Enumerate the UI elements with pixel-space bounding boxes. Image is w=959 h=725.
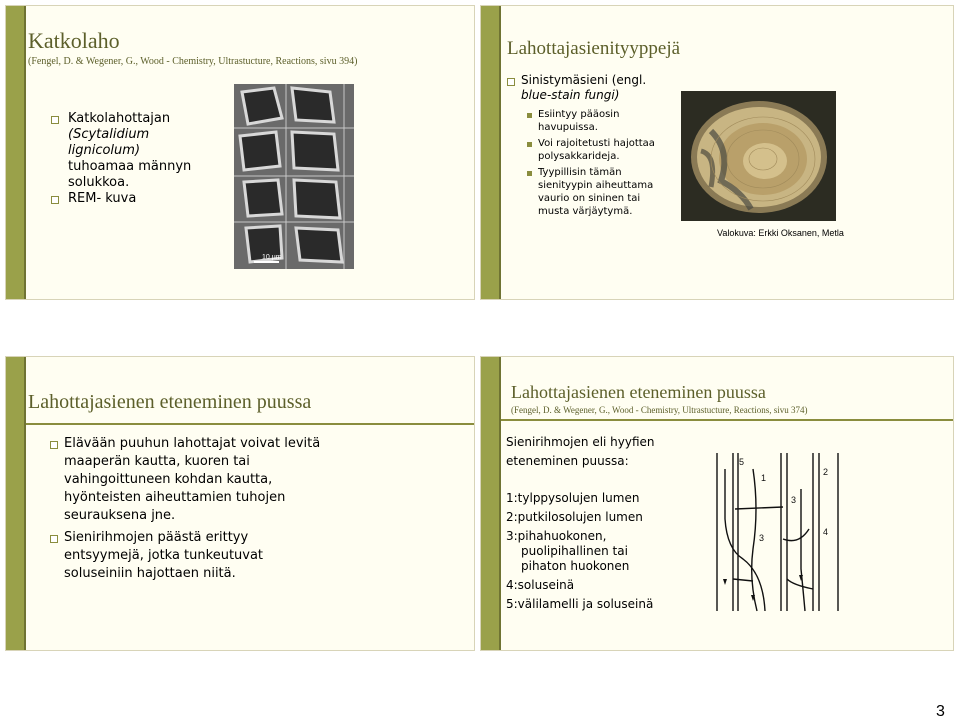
paragraph-line: Sienirihmojen päästä erittyy: [64, 530, 249, 545]
legend-item: pihaton huokonen: [521, 559, 630, 573]
slide-accent-bar: [6, 357, 26, 650]
diagram-label: 4: [823, 527, 829, 537]
legend-item: 3:pihahuokonen,: [506, 529, 607, 543]
bullet-text-line: lignicolum): [68, 143, 141, 158]
sem-micrograph-image: [234, 84, 354, 269]
bullet-icon: [50, 441, 58, 449]
paragraph-line: vahingoittuneen kohdan kautta,: [64, 472, 273, 487]
diagram-label: 1: [761, 473, 767, 483]
legend-item: 4:soluseinä: [506, 578, 575, 592]
title-divider: [501, 419, 953, 421]
slide-eteneminen-2: [480, 356, 954, 651]
intro-line: eteneminen puussa:: [506, 454, 629, 468]
diagram-label: 2: [823, 467, 829, 477]
slide-subtitle: (Fengel, D. & Wegener, G., Wood - Chemistry, Ultrastucture, Reactions, sivu 394): [28, 56, 358, 67]
slide-subtitle: (Fengel, D. & Wegener, G., Wood - Chemistry, Ultrastucture, Reactions, sivu 374): [511, 405, 808, 415]
bullet-text-line: solukkoa.: [68, 175, 130, 190]
slide-title: Lahottajasienen eteneminen puussa: [28, 391, 312, 413]
sub-bullet-icon: [527, 142, 532, 147]
bullet-text-line: REM- kuva: [68, 191, 137, 206]
bullet-icon: [50, 535, 58, 543]
sub-bullet-text: Esiintyy pääosin: [538, 109, 620, 120]
page-number: 3: [936, 703, 945, 720]
paragraph-line: seurauksena jne.: [64, 508, 176, 523]
bullet-text-line: (Scytalidium: [68, 127, 150, 142]
legend-item: 5:välilamelli ja soluseinä: [506, 597, 654, 611]
bullet-text-line: Sinistymäsieni (engl.: [521, 73, 647, 87]
legend-item: 2:putkilosolujen lumen: [506, 510, 643, 524]
hyphae-diagram: [713, 449, 843, 614]
slide-eteneminen-1: [5, 356, 475, 651]
slide-title: Katkolaho: [28, 28, 120, 53]
paragraph-line: soluseiniin hajottaen niitä.: [64, 566, 236, 581]
bullet-icon: [51, 196, 59, 204]
bullet-text-line: blue-stain fungi): [521, 88, 620, 102]
sub-bullet-icon: [527, 113, 532, 118]
sub-bullet-text: polysakkarideja.: [538, 151, 620, 162]
paragraph-line: Elävään puuhun lahottajat voivat levitä: [64, 436, 321, 451]
sub-bullet-text: sienityypin aiheuttama: [538, 180, 654, 191]
slide-title: Lahottajasienen eteneminen puussa: [511, 382, 766, 402]
sub-bullet-text: havupuissa.: [538, 122, 598, 133]
scale-label: 10 µm: [262, 254, 282, 261]
slide-katkolaho: [5, 5, 475, 300]
legend-item: puolipihallinen tai: [521, 544, 628, 558]
intro-line: Sienirihmojen eli hyyfien: [506, 435, 655, 449]
sub-bullet-text: vaurio on sininen tai: [538, 193, 641, 204]
slide-accent-bar: [481, 6, 501, 299]
legend-item: 1:tylppysolujen lumen: [506, 491, 640, 505]
bullet-text-line: tuhoamaa männyn: [68, 159, 192, 174]
sub-bullet-text: Tyypillisin tämän: [538, 167, 622, 178]
slide-accent-bar: [6, 6, 26, 299]
diagram-label: 3: [759, 533, 765, 543]
photo-caption: Valokuva: Erkki Oksanen, Metla: [717, 228, 844, 238]
log-cross-section-photo: [681, 91, 836, 221]
paragraph-line: maaperän kautta, kuoren tai: [64, 454, 250, 469]
slide-accent-bar: [481, 357, 501, 650]
sub-bullet-icon: [527, 171, 532, 176]
paragraph-line: entsyymejä, jotka tunkeutuvat: [64, 548, 264, 563]
bullet-text-line: Katkolahottajan: [68, 111, 171, 126]
paragraph-line: hyönteisten aiheuttamien tuhojen: [64, 490, 286, 505]
slide-title: Lahottajasienityyppejä: [507, 38, 681, 59]
title-divider: [26, 423, 474, 425]
sub-bullet-text: Voi rajoitetusti hajottaa: [538, 138, 655, 149]
sub-bullet-text: musta värjäytymä.: [538, 206, 633, 217]
diagram-label: 5: [739, 457, 745, 467]
bullet-icon: [51, 116, 59, 124]
slide-lahottajasienityyppeja: [480, 5, 954, 300]
bullet-icon: [507, 78, 515, 86]
diagram-label: 3: [791, 495, 797, 505]
